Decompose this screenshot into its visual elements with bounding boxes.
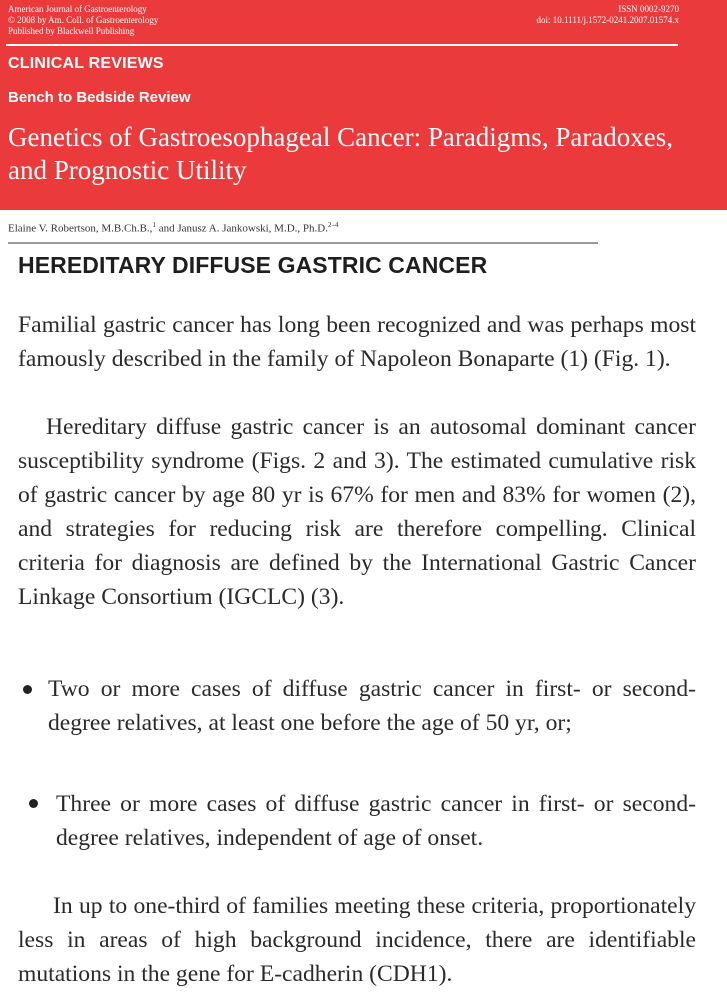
subsection-label: Bench to Bedside Review	[8, 89, 191, 106]
bullet-icon	[23, 685, 32, 694]
paragraph-3: In up to one-third of families meeting these criteria, proportionately less in areas of high background incidence, there are identifiable mutations in the gene for E-cadherin (CDH1).	[18, 893, 696, 987]
journal-info	[8, 4, 158, 37]
identifier-info	[537, 4, 680, 26]
copyright-line: © 2008 by Am. Coll. of Gastroenterology	[8, 15, 159, 25]
author-1: Elaine V. Robertson, M.B.Ch.B.,	[8, 222, 153, 235]
author-line	[8, 221, 338, 235]
journal-header-banner	[0, 0, 727, 210]
author-2: Janusz A. Jankowski, M.D., Ph.D.	[177, 222, 328, 235]
bullet-icon	[29, 799, 38, 808]
section-heading: HEREDITARY DIFFUSE GASTRIC CANCER	[18, 252, 488, 278]
section-label: CLINICAL REVIEWS	[8, 55, 164, 72]
publisher-line: Published by Blackwell Publishing	[8, 26, 135, 36]
header-divider	[6, 44, 678, 46]
criteria-bullet-2: Three or more cases of diffuse gastric cancer in first- or second-degree relatives, independent of age of onset.	[56, 791, 696, 851]
affiliation-line-cropped	[8, 239, 608, 245]
author-connector: and	[155, 222, 178, 235]
doi: doi: 10.1111/j.1572-0241.2007.01574.x	[536, 15, 679, 25]
article-title: Genetics of Gastroesophageal Cancer: Paradigms, Paradoxes, and Prognostic Utility	[8, 122, 674, 185]
paragraph-2: Hereditary diffuse gastric cancer is an autosomal dominant cancer susceptibility syndrome (Figs. 2 and 3). The estimated cumulative risk of gastric cancer by age 80 yr is 67% for men and 83% for women (2), and strategies for reducing risk are therefore compelling. Clinical criteria for diagnosis are defined by the International Gastric Cancer Linkage Consortium (IGCLC) (3).	[18, 414, 696, 610]
criteria-bullet-1: Two or more cases of diffuse gastric cancer in first- or second-degree relatives, at least one before the age of 50 yr, or;	[48, 676, 696, 736]
author-2-affiliation-mark: 2–4	[327, 221, 339, 229]
journal-name: American Journal of Gastroenterology	[8, 4, 147, 14]
author-1-affiliation-mark: 1	[152, 221, 156, 229]
issn: ISSN 0002-9270	[618, 4, 679, 14]
paragraph-1: Familial gastric cancer has long been recognized and was perhaps most famously described in the family of Napoleon Bonaparte (1) (Fig. 1).	[18, 312, 696, 372]
